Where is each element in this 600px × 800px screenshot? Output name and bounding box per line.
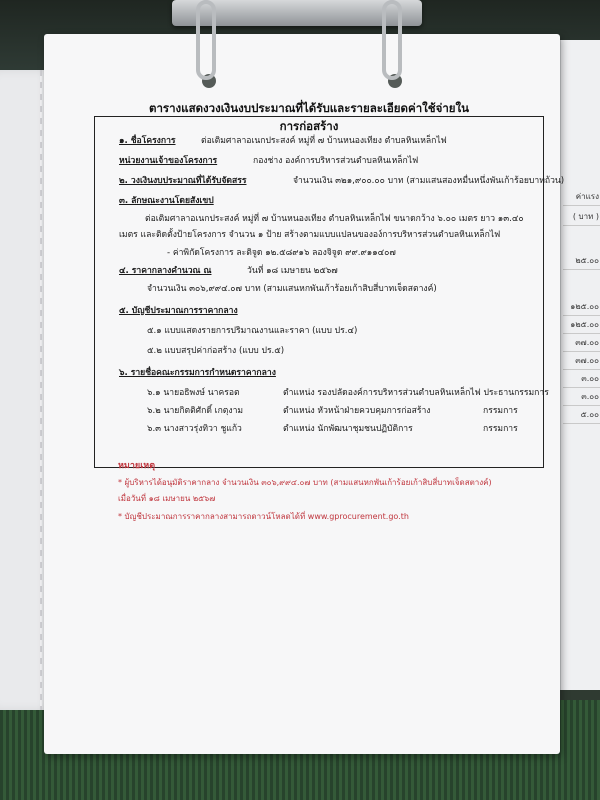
- paper-edges: [40, 70, 42, 710]
- sheet-header-unit: ( บาท ): [563, 210, 600, 226]
- sheet-cell: ๑๒๕.๐๐: [563, 300, 600, 316]
- committee-member-role: กรรมการ: [483, 406, 518, 416]
- binder-ring: [382, 0, 402, 80]
- budget-value: จำนวนเงิน ๓๒๑,๙๐๐.๐๐ บาท (สามแสนสองหมื่นหนึ่งพันเก้าร้อยบาทถ้วน): [293, 176, 565, 186]
- bom-item: ๕.๒ แบบสรุปค่าก่อสร้าง (แบบ ปร.๕): [147, 346, 285, 356]
- work-coordinates: - ค่าพิกัดโครงการ ละติจูด ๑๒.๕๘๙๑๖ ลองจิจูด ๙๙.๙๑๑๔๐๗: [167, 248, 396, 258]
- project-name-value: ต่อเติมศาลาอเนกประสงค์ หมู่ที่ ๗ บ้านหนองเทียง ตำบลหินเหล็กไฟ: [201, 136, 447, 146]
- sheet-header: ค่าแรง: [563, 190, 600, 206]
- binder-ring: [196, 0, 216, 80]
- committee-member-name: ๖.๓ นางสาวรุ่งทิวา ชูแก้ว: [147, 424, 242, 434]
- budget-label: ๒. วงเงินงบประมาณที่ได้รับจัดสรร: [119, 176, 247, 186]
- price-label: ๔. ราคากลางคำนวณ ณ: [119, 266, 212, 276]
- committee-member-position: ตำแหน่ง รองปลัดองค์การบริหารส่วนตำบลหินเหล็กไฟ ประธานกรรมการ: [283, 388, 549, 398]
- owner-value: กองช่าง องค์การบริหารส่วนตำบลหินเหล็กไฟ: [253, 156, 419, 166]
- sheet-cell: ๓๗.๐๐: [563, 336, 600, 352]
- committee-label: ๖. รายชื่อคณะกรรมการกำหนดราคากลาง: [119, 368, 276, 378]
- sheet-cell: ๓๗.๐๐: [563, 354, 600, 370]
- owner-label: หน่วยงานเจ้าของโครงการ: [119, 156, 218, 166]
- committee-member-position: ตำแหน่ง หัวหน้าฝ่ายควบคุมการก่อสร้าง: [283, 406, 431, 416]
- committee-member-name: ๖.๒ นายกิตติศักดิ์ เกตุงาม: [147, 406, 244, 416]
- note-line: * ผู้บริหารได้อนุมัติราคากลาง จำนวนเงิน ๓๐๖,๙๙๔.๐๗ บาท (สามแสนหกพันเก้าร้อยเก้าสิบสี่บาทเจ็ดสตางค์): [118, 478, 492, 487]
- committee-member-position: ตำแหน่ง นักพัฒนาชุมชนปฏิบัติการ: [283, 424, 413, 434]
- bom-label: ๕. บัญชีประมาณการราคากลาง: [119, 306, 238, 316]
- work-line-2: เมตร และติดตั้งป้ายโครงการ จำนวน ๑ ป้าย สร้างตามแบบแปลนขององ์การบริหารส่วนตำบลหินเหล็กไฟ: [119, 230, 501, 240]
- work-line-1: ต่อเติมศาลาอเนกประสงค์ หมู่ที่ ๗ บ้านหนองเทียง ตำบลหินเหล็กไฟ ขนาดกว้าง ๖.๐๐ เมตร ยาว ๑๓.๔๐: [145, 214, 524, 224]
- price-date: วันที่ ๑๘ เมษายน ๒๕๖๗: [247, 266, 338, 276]
- note-line: เมื่อวันที่ ๑๘ เมษายน ๒๕๖๗: [118, 494, 216, 503]
- sheet-cell: ๑๒๕.๐๐: [563, 318, 600, 334]
- sheet-cell: ๓.๐๐: [563, 372, 600, 388]
- details-box: [94, 116, 565, 468]
- committee-member-role: กรรมการ: [483, 424, 518, 434]
- right-background-sheet: [560, 40, 600, 690]
- project-name-label: ๑. ชื่อโครงการ: [119, 136, 176, 146]
- sheet-cell: ๓.๐๐: [563, 390, 600, 406]
- committee-member-name: ๖.๑ นายอธิพงษ์ นาครอต: [147, 388, 240, 398]
- sheet-cell: ๒๕.๐๐: [563, 254, 600, 270]
- notes-heading: หมายเหตุ: [118, 461, 156, 471]
- work-label: ๓. ลักษณะงานโดยสังเขป: [119, 196, 214, 206]
- note-line: * บัญชีประมาณการราคากลางสามารถดาวน์โหลดได้ที่ www.gprocurement.go.th: [118, 512, 409, 521]
- document-page: [44, 34, 565, 754]
- sheet-cell: ๕.๐๐: [563, 408, 600, 424]
- price-value: จำนวนเงิน ๓๐๖,๙๙๔.๐๗ บาท (สามแสนหกพันเก้าร้อยเก้าสิบสี่บาทเจ็ดสตางค์): [147, 284, 437, 294]
- document-title: ตารางแสดงวงเงินงบประมาณที่ได้รับและรายละเอียดค่าใช้จ่ายในการก่อสร้าง: [148, 101, 469, 133]
- bom-item: ๕.๑ แบบแสดงรายการปริมาณงานและราคา (แบบ ปร.๔): [147, 326, 358, 336]
